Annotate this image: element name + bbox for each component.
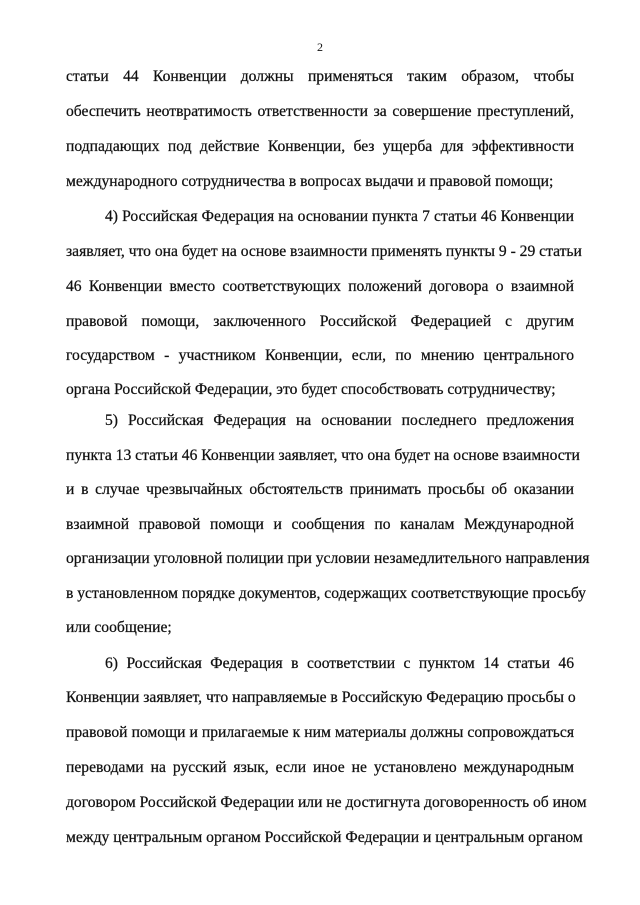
text-line: или сообщение; bbox=[66, 619, 172, 636]
text-line: в установленном порядке документов, содержащих соответствующие просьбу bbox=[66, 585, 586, 602]
text-line: между центральным органом Российской Федерации и центральным органом bbox=[66, 829, 583, 846]
text-line: пункта 13 статьи 46 Конвенции заявляет, что она будет на основе взаимности bbox=[66, 447, 580, 464]
text-line: договором Российской Федерации или не достигнута договоренность об ином bbox=[66, 794, 587, 811]
text-line: 46 Конвенции вместо соответствующих положений договора о взаимной bbox=[66, 278, 574, 295]
text-line: организации уголовной полиции при условии незамедлительного направления bbox=[66, 550, 590, 567]
text-line: заявляет, что она будет на основе взаимности применять пункты 9 - 29 статьи bbox=[66, 243, 582, 260]
text-line: органа Российской Федерации, это будет способствовать сотрудничеству; bbox=[66, 381, 556, 398]
page-number: 2 bbox=[317, 40, 323, 54]
text-line: международного сотрудничества в вопросах выдачи и правовой помощи; bbox=[66, 173, 554, 190]
text-line: статьи 44 Конвенции должны применяться таким образом, чтобы bbox=[66, 68, 574, 85]
text-line: взаимной правовой помощи и сообщения по каналам Международной bbox=[66, 516, 574, 533]
text-line: обеспечить неотвратимость ответственности за совершение преступлений, bbox=[66, 103, 574, 120]
text-line: государством - участником Конвенции, если, по мнению центрального bbox=[66, 347, 574, 364]
paragraph-4-start: 4) Российская Федерация на основании пункта 7 статьи 46 Конвенции bbox=[105, 208, 574, 225]
paragraph-6-start: 6) Российская Федерация в соответствии с пунктом 14 статьи 46 bbox=[105, 655, 574, 672]
text-line: правовой помощи, заключенного Российской Федерацией с другим bbox=[66, 313, 574, 330]
text-line: переводами на русский язык, если иное не установлено международным bbox=[66, 759, 574, 776]
text-line: подпадающих под действие Конвенции, без ущерба для эффективности bbox=[66, 138, 574, 155]
text-line: правовой помощи и прилагаемые к ним материалы должны сопровождаться bbox=[66, 724, 574, 741]
paragraph-5-start: 5) Российская Федерация на основании последнего предложения bbox=[105, 412, 574, 429]
text-line: Конвенции заявляет, что направляемые в Российскую Федерацию просьбы о bbox=[66, 689, 576, 706]
text-line: и в случае чрезвычайных обстоятельств принимать просьбы об оказании bbox=[66, 481, 574, 498]
